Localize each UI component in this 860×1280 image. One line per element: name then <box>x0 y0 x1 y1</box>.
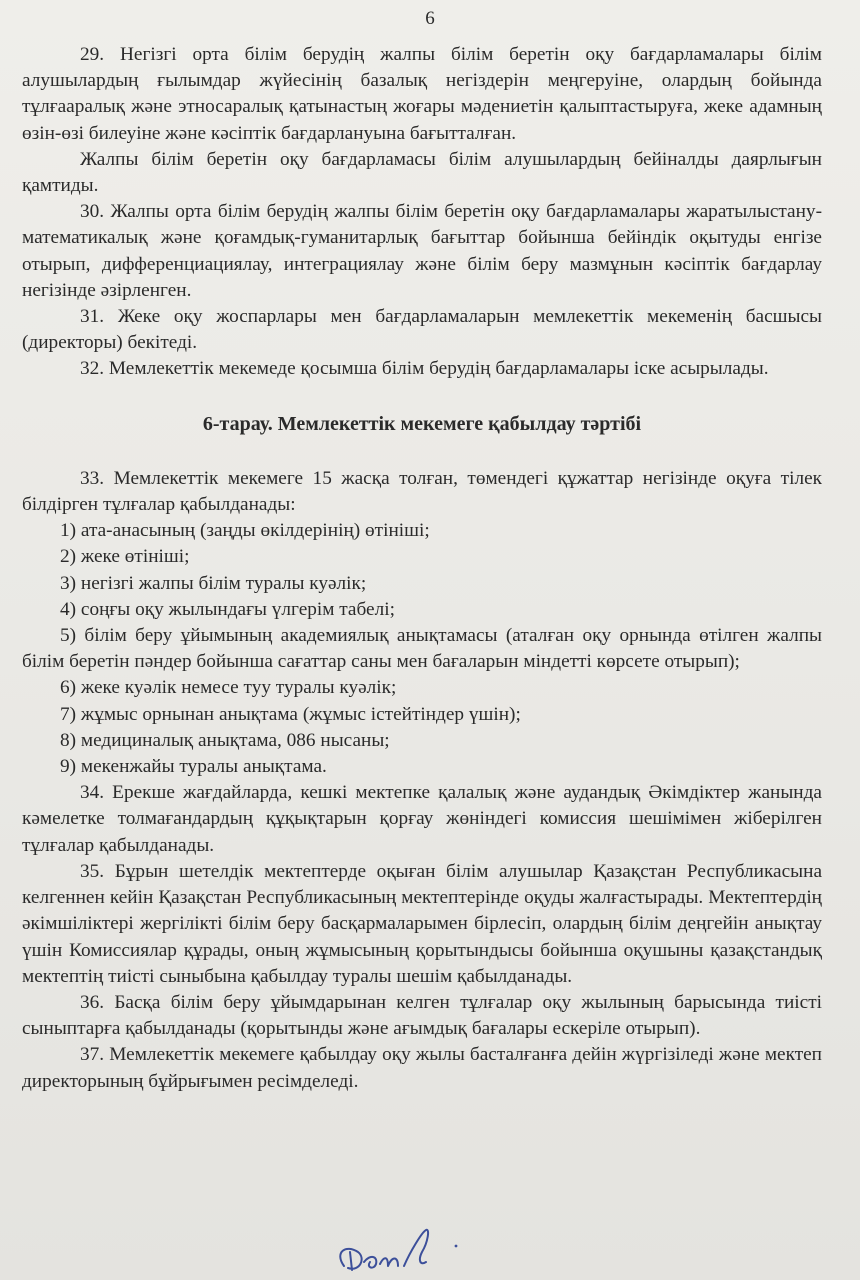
signature <box>330 1222 470 1280</box>
list-item: 2) жеке өтініші; <box>60 546 190 568</box>
list-item: 6) жеке куәлік немесе туу туралы куәлік; <box>60 677 397 699</box>
paragraph-30: 30. Жалпы орта білім берудің жалпы білім беретін оқу бағдарламалары жаратылыстану-математикалық және қоғамдық-гуманитарлық бағыттар бойынша бейіндік оқытуды енгізе отырып, дифференциациялау, интеграциялау және білім беру мазмұнын кәсіптік бағдарлау негізінде әзірленген. <box>22 201 822 301</box>
list-item: 1) ата-анасының (заңды өкілдерінің) өтініші; <box>60 520 430 542</box>
paragraph-29: 29. Негізгі орта білім берудің жалпы білім беретін оқу бағдарламалары білім алушылардың ғылымдар жүйесінің базалық негіздерін меңгеруіне, олардың бойында тұлғааралық және этносаралық қатынастың жоғары мәдениетін қалыптастыруға, жеке адамның өзін-өзі билеуіне және кәсіптік бағдарлануына бағытталған. <box>22 44 822 144</box>
list-item: 9) мекенжайы туралы анықтама. <box>60 756 327 778</box>
paragraph-32: 32. Мемлекеттік мекемеде қосымша білім берудің бағдарламалары іске асырылады. <box>80 358 769 380</box>
paragraph-36: 36. Басқа білім беру ұйымдарынан келген тұлғалар оқу жылының барысында тиісті сыныптарға қабылданады (қорытынды және ағымдық бағалары ескеріле отырып). <box>22 991 822 1040</box>
paragraph-34: 34. Ерекше жағдайларда, кешкі мектепке қалалық және аудандық Әкімдіктер жанында кәмелетке толмағандардың құқықтарын қорғау жөніндегі комиссия шешімімен жіберілген тұлғалар қабылданады. <box>22 782 822 856</box>
list-item: 5) білім беру ұйымының академиялық анықтамасы (аталған оқу орнында өтілген жалпы білім беретін пәндер бойынша сағаттар саны мен бағаларын міндетті көрсете отырып); <box>22 625 822 673</box>
paragraph-33: 33. Мемлекеттік мекемеге 15 жасқа толған, төмендегі құжаттар негізінде оқуға тілек білдірген тұлғалар қабылданады: <box>22 467 822 516</box>
document-body <box>22 42 822 1095</box>
paragraph-37: 37. Мемлекеттік мекемеге қабылдау оқу жылы басталғанға дейін жүргізіледі және мектеп директорының бұйрығымен ресімделеді. <box>22 1044 822 1092</box>
section-heading: 6-тарау. Мемлекеттік мекемеге қабылдау тәртібі <box>202 412 642 435</box>
list-item: 4) соңғы оқу жылындағы үлгерім табелі; <box>60 598 395 620</box>
list-item: 8) медициналық анықтама, 086 нысаны; <box>60 729 390 751</box>
paragraph-31: 31. Жеке оқу жоспарлары мен бағдарламаларын мемлекеттік мекеменің басшысы (директоры) бекітеді. <box>22 306 822 354</box>
list-item: 3) негізгі жалпы білім туралы куәлік; <box>60 572 367 594</box>
list-item: 7) жұмыс орнынан анықтама (жұмыс істейтіндер үшін); <box>60 703 521 725</box>
page-number: 6 <box>425 8 435 29</box>
paragraph-29-note: Жалпы білім беретін оқу бағдарламасы білім алушылардың бейіналды даярлығын қамтиды. <box>22 148 822 197</box>
paragraph-35: 35. Бұрын шетелдік мектептерде оқыған білім алушылар Қазақстан Республикасына келгеннен кейін Қазақстан Республикасының мектептерінде оқуды жалғастырады. Мектептердің әкімшіліктері жергілікті білім беру басқармаларымен бірлесіп, олардың білім деңгейін анықтау үшін Комиссиялар құрады, оның жұмысының қорытындысы бойынша оқушыны қазақстандық мектептің тиісті сыныбына қабылдау туралы шешім қабылданады. <box>22 860 822 987</box>
